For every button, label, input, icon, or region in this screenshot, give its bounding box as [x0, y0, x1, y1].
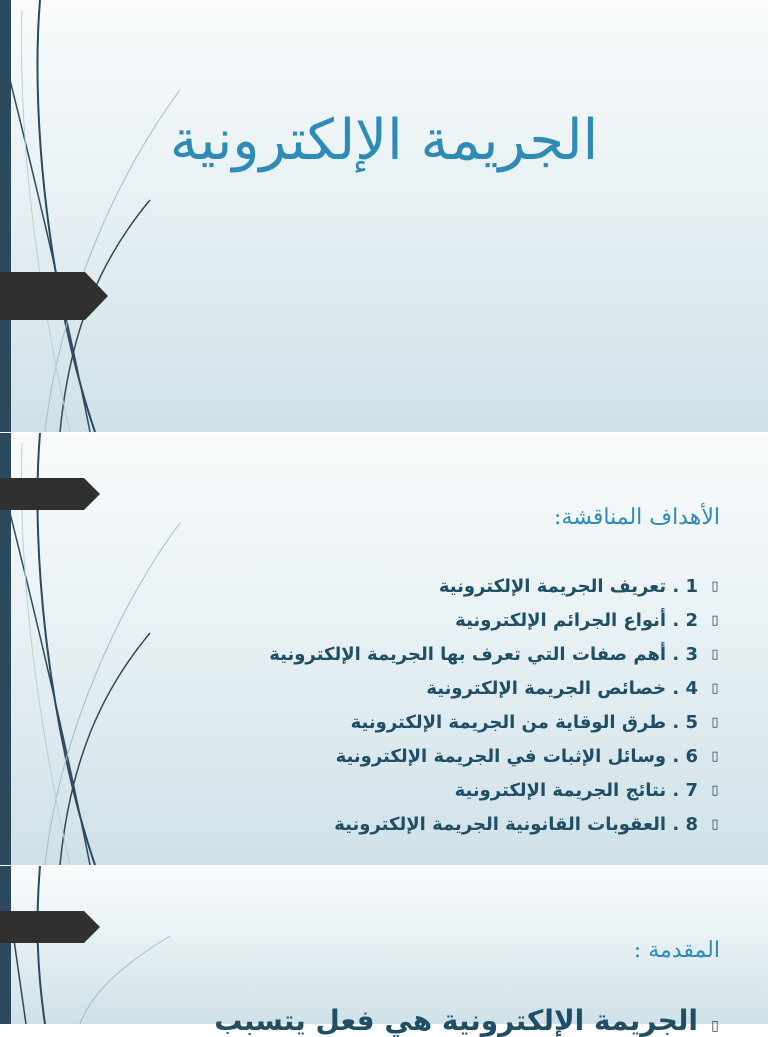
- slide-introduction[interactable]: [0, 866, 768, 1037]
- slide-title-text: الجريمة الإلكترونية: [169, 108, 599, 173]
- list-item: ▯ 4 . خصائص الجريمة الإلكترونية: [269, 671, 722, 705]
- objectives-heading: الأهداف المناقشة:: [554, 505, 720, 530]
- bullet-icon: ▯: [711, 816, 719, 832]
- decorative-swoosh-lines: [0, 866, 200, 1024]
- list-item: ▯ 6 . وسائل الإثبات في الجريمة الإلكترونية: [269, 739, 722, 773]
- decorative-swoosh-lines: [0, 0, 200, 432]
- slide-tab-marker: [0, 911, 100, 943]
- bullet-icon: ▯: [711, 714, 719, 730]
- introduction-first-line: ▯الجريمة الإلكترونية هي فعل يتسبب: [214, 1004, 722, 1037]
- slide-edge-bar: [0, 0, 11, 432]
- list-item: ▯ 7 . نتائج الجريمة الإلكترونية: [269, 773, 722, 807]
- introduction-heading: المقدمة :: [633, 938, 720, 963]
- slide-tab-marker: [0, 272, 108, 320]
- bullet-icon: ▯: [711, 612, 719, 628]
- slide-title[interactable]: [0, 0, 768, 432]
- list-item: ▯ 3 . أهم صفات التي تعرف بها الجريمة الإلكترونية: [269, 637, 722, 671]
- slide-tab-marker: [0, 478, 100, 510]
- list-item: ▯ 2 . أنواع الجرائم الإلكترونية: [269, 603, 722, 637]
- list-item: ▯ 8 . العقوبات القانونية الجريمة الإلكترونية: [269, 807, 722, 841]
- objectives-list: [269, 569, 722, 841]
- slide-edge-bar: [0, 866, 11, 1024]
- list-item: ▯ 5 . طرق الوقاية من الجريمة الإلكترونية: [269, 705, 722, 739]
- bullet-icon: ▯: [711, 748, 719, 764]
- bullet-icon: ▯: [711, 680, 719, 696]
- list-item: ▯ 1 . تعريف الجريمة الإلكترونية: [269, 569, 722, 603]
- slide-objectives[interactable]: [0, 433, 768, 865]
- bullet-icon: ▯: [711, 782, 719, 798]
- bullet-icon: ▯: [711, 1018, 719, 1034]
- bullet-icon: ▯: [711, 578, 719, 594]
- bullet-icon: ▯: [711, 646, 719, 662]
